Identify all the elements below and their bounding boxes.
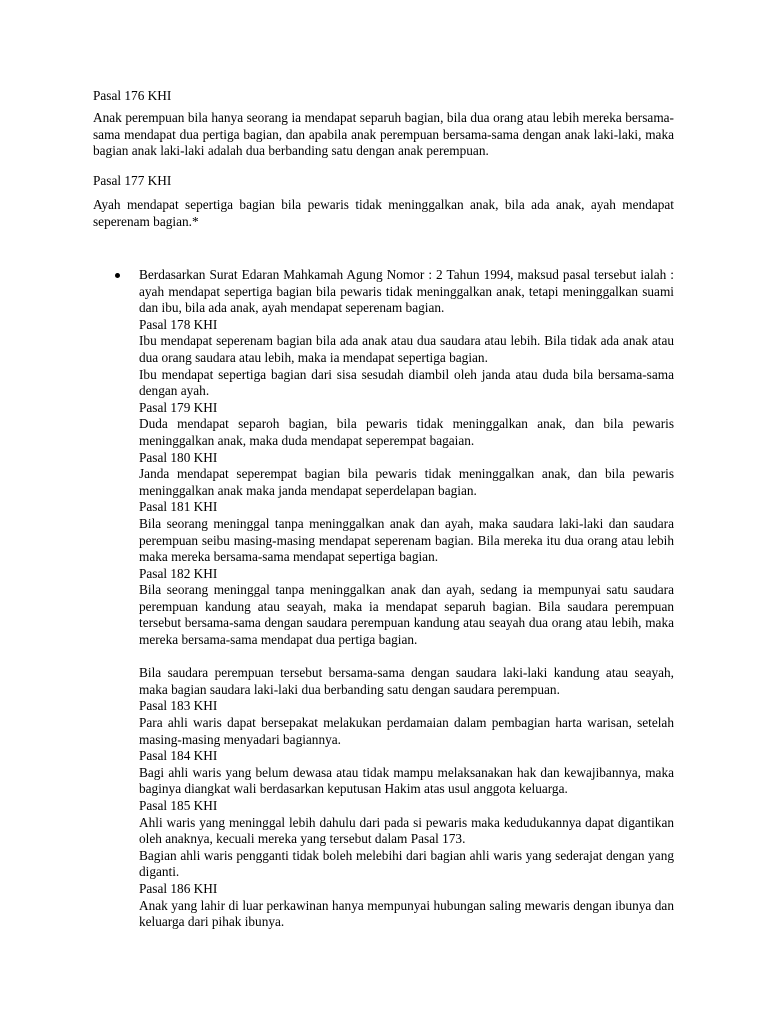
pasal-177-text: Ayah mendapat sepertiga bagian bila pewaris tidak meninggalkan anak, bila ada anak, ayah mendapat seperenam bagian.*: [93, 197, 674, 229]
pasal-176-section: [93, 88, 674, 160]
pasal-183-heading: Pasal 183 KHI: [139, 698, 218, 714]
pasal-178-text-1: Ibu mendapat seperenam bagian bila ada anak atau dua saudara atau lebih. Bila tidak ada anak atau dua orang saudara atau lebih, maka ia mendapat sepertiga bagian.: [139, 333, 674, 365]
sema-intro-text: Berdasarkan Surat Edaran Mahkamah Agung Nomor : 2 Tahun 1994, maksud pasal tersebut ialah : ayah mendapat sepertiga bagian bila pewaris tidak meninggalkan anak, tetapi meninggalkan suami dan ibu, bila ada anak, ayah mendapat seperenam bagian.: [139, 267, 674, 316]
pasal-176-heading: Pasal 176 KHI: [93, 88, 172, 103]
pasal-182-heading: Pasal 182 KHI: [139, 565, 218, 581]
pasal-180-text: Janda mendapat seperempat bagian bila pewaris tidak meninggalkan anak, dan bila pewaris meninggalkan anak maka janda mendapat seperdelapan bagian.: [139, 466, 674, 498]
pasal-186-text: Anak yang lahir di luar perkawinan hanya mempunyai hubungan saling mewaris dengan ibunya dan keluarga dari pihak ibunya.: [139, 897, 674, 930]
pasal-186-heading: Pasal 186 KHI: [139, 880, 218, 896]
pasal-178-text-2: Ibu mendapat sepertiga bagian dari sisa sesudah diambil oleh janda atau duda bila bersama-sama dengan ayah.: [139, 366, 674, 399]
pasal-182-text-1: Bila seorang meninggal tanpa meninggalkan anak dan ayah, sedang ia mempunyai satu saudara perempuan kandung atau seayah, maka ia mendapat separuh bagian. Bila saudara perempuan tersebut bersama-sama dengan saudara perempuan kandung atau seayah dua orang atau lebih, maka mereka bersama-sama mendapat dua pertiga bagian.: [139, 582, 674, 648]
pasal-181-heading: Pasal 181 KHI: [139, 499, 218, 515]
pasal-185-heading: Pasal 185 KHI: [139, 798, 218, 813]
pasal-185-text-1: Ahli waris yang meninggal lebih dahulu dari pada si pewaris maka kedudukannya dapat digantikan oleh anaknya, kecuali mereka yang tersebut dalam Pasal 173.: [139, 814, 674, 847]
paragraph-gap: [139, 649, 674, 666]
bullet-point-icon: [115, 273, 120, 278]
pasal-184-heading: Pasal 184 KHI: [139, 748, 218, 764]
pasal-182-text-2: Bila saudara perempuan tersebut bersama-sama dengan saudara laki-laki kandung atau seayah, maka bagian saudara laki-laki dua berbanding satu dengan saudara perempuan.: [139, 665, 674, 697]
pasal-179-heading: Pasal 179 KHI: [139, 399, 218, 415]
pasal-183-text: Para ahli waris dapat bersepakat melakukan perdamaian dalam pembagian harta warisan, setelah masing-masing menyadari bagiannya.: [139, 715, 674, 747]
pasal-177-section: [93, 173, 674, 230]
pasal-178-heading: Pasal 178 KHI: [139, 316, 218, 332]
pasal-184-text: Bagi ahli waris yang belum dewasa atau tidak mampu melaksanakan hak dan kewajibannya, maka baginya diangkat wali berdasarkan keputusan Hakim atas usul anggota keluarga.: [139, 764, 674, 797]
pasal-177-heading: Pasal 177 KHI: [93, 173, 172, 188]
bullet-list-item: [139, 267, 674, 931]
pasal-179-text: Duda mendapat separoh bagian, bila pewaris tidak meninggalkan anak, dan bila pewaris meninggalkan anak, maka duda mendapat seperempat bagaian.: [139, 416, 674, 448]
pasal-185-text-2: Bagian ahli waris pengganti tidak boleh melebihi dari bagian ahli waris yang sederajat dengan yang diganti.: [139, 847, 674, 880]
pasal-180-heading: Pasal 180 KHI: [139, 449, 218, 465]
pasal-176-text: Anak perempuan bila hanya seorang ia mendapat separuh bagian, bila dua orang atau lebih mereka bersama-sama mendapat dua pertiga bagian, dan apabila anak perempuan bersama-sama dengan anak laki-laki, maka bagian anak laki-laki adalah dua berbanding satu dengan anak perempuan.: [93, 110, 674, 159]
pasal-181-text: Bila seorang meninggal tanpa meninggalkan anak dan ayah, maka saudara laki-laki dan saudara perempuan seibu masing-masing mendapat seperenam bagian. Bila mereka itu dua orang atau lebih maka mereka bersama-sama mendapat sepertiga bagian.: [139, 515, 674, 565]
